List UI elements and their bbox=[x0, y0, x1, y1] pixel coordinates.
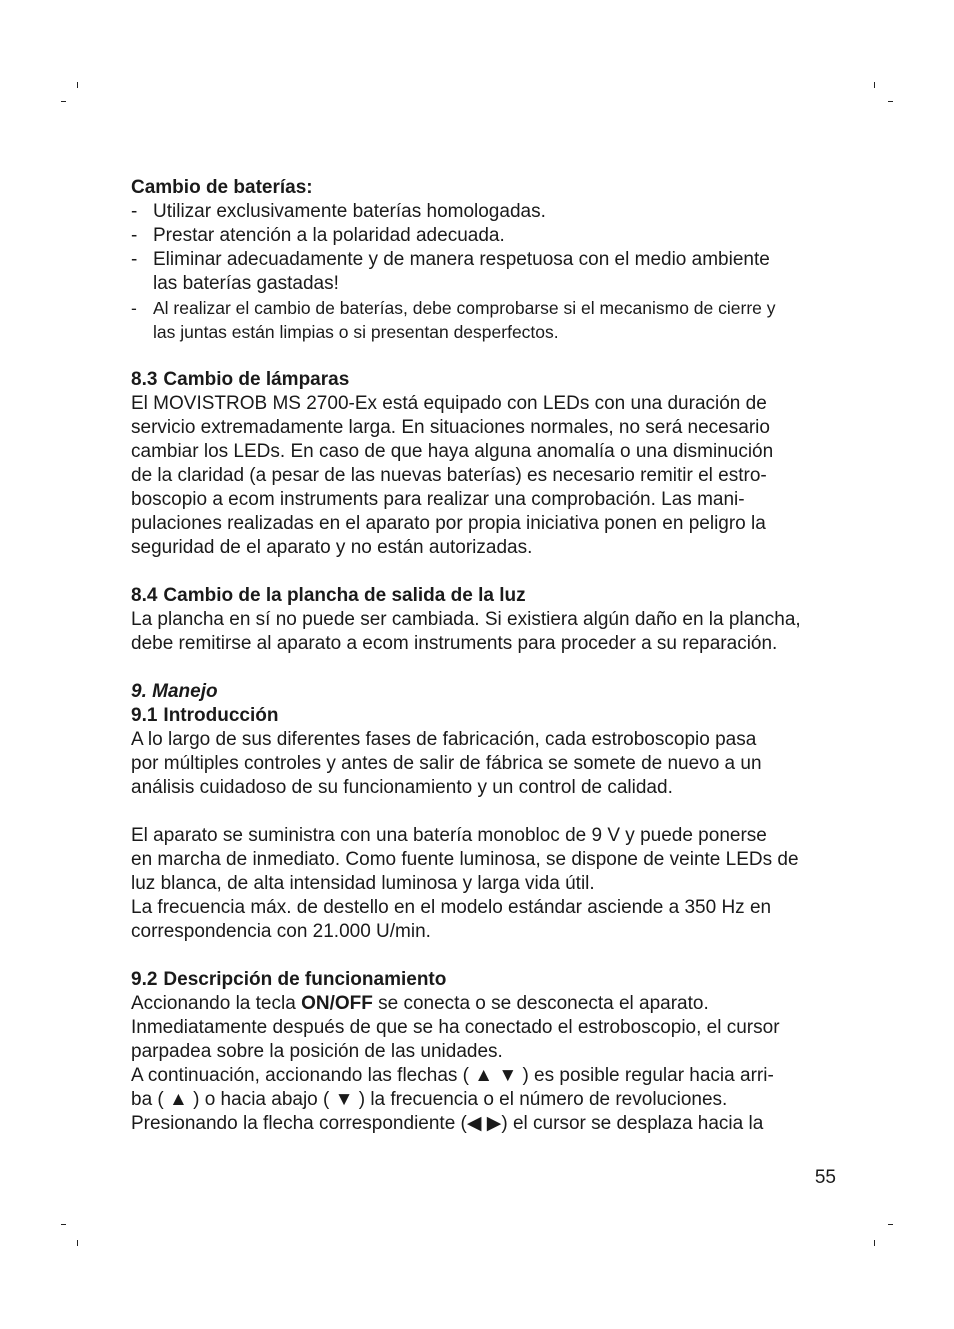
crop-mark bbox=[888, 1224, 893, 1225]
section-heading-8-4: 8.4 Cambio de la plancha de salida de la luz bbox=[131, 585, 526, 606]
paragraph-line: A lo largo de sus diferentes fases de fabricación, cada estroboscopio pasa bbox=[131, 729, 757, 750]
paragraph-line: seguridad de el aparato y no están autorizadas. bbox=[131, 537, 533, 558]
crop-mark bbox=[888, 101, 893, 102]
paragraph-line: boscopio a ecom instruments para realizar una comprobación. Las mani- bbox=[131, 489, 745, 510]
list-item-continuation: las baterías gastadas! bbox=[153, 273, 339, 294]
paragraph-line: ba ( ▲ ) o hacia abajo ( ▼ ) la frecuencia o el número de revoluciones. bbox=[131, 1089, 728, 1110]
paragraph-line: pulaciones realizadas en el aparato por propia iniciativa ponen en peligro la bbox=[131, 513, 766, 534]
section-heading-9-2: 9.2 Descripción de funcionamiento bbox=[131, 969, 447, 990]
section-heading-8-3: 8.3 Cambio de lámparas bbox=[131, 369, 350, 390]
paragraph-line: luz blanca, de alta intensidad luminosa y larga vida útil. bbox=[131, 873, 595, 894]
paragraph-line: análisis cuidadoso de su funcionamiento y un control de calidad. bbox=[131, 777, 673, 798]
crop-mark bbox=[77, 82, 78, 88]
paragraph-line: Inmediatamente después de que se ha conectado el estroboscopio, el cursor bbox=[131, 1017, 780, 1038]
paragraph-line: parpadea sobre la posición de las unidades. bbox=[131, 1041, 503, 1062]
list-item: - Utilizar exclusivamente baterías homologadas. bbox=[131, 201, 546, 222]
paragraph-line: El MOVISTROB MS 2700-Ex está equipado con LEDs con una duración de bbox=[131, 393, 767, 414]
paragraph-line: Accionando la tecla ON/OFF se conecta o se desconecta el aparato. bbox=[131, 993, 709, 1014]
page-number: 55 bbox=[814, 1167, 836, 1188]
paragraph-line: correspondencia con 21.000 U/min. bbox=[131, 921, 431, 942]
crop-mark bbox=[61, 1224, 66, 1225]
crop-mark bbox=[77, 1240, 78, 1246]
on-off-key-label: ON/OFF bbox=[301, 993, 373, 1014]
paragraph-line: cambiar los LEDs. En caso de que haya alguna anomalía o una disminución bbox=[131, 441, 774, 462]
crop-mark bbox=[874, 1240, 875, 1246]
list-item: - Eliminar adecuadamente y de manera respetuosa con el medio ambiente bbox=[131, 249, 770, 270]
chapter-heading: 9. Manejo bbox=[131, 681, 218, 702]
paragraph-line: de la claridad (a pesar de las nuevas baterías) es necesario remitir el estro- bbox=[131, 465, 767, 486]
section-heading-9-1: 9.1 Introducción bbox=[131, 705, 279, 726]
paragraph-line: en marcha de inmediato. Como fuente luminosa, se dispone de veinte LEDs de bbox=[131, 849, 799, 870]
paragraph-line: La plancha en sí no puede ser cambiada. Si existiera algún daño en la plancha, bbox=[131, 609, 801, 630]
crop-mark bbox=[61, 101, 66, 102]
paragraph-line: El aparato se suministra con una batería monobloc de 9 V y puede ponerse bbox=[131, 825, 767, 846]
paragraph-line: Presionando la flecha correspondiente (◀ ▶) el cursor se desplaza hacia la bbox=[131, 1113, 764, 1134]
page-content bbox=[131, 176, 841, 1136]
list-item: - Prestar atención a la polaridad adecuada. bbox=[131, 225, 505, 246]
paragraph-line: servicio extremadamente larga. En situaciones normales, no será necesario bbox=[131, 417, 770, 438]
list-item: - Al realizar el cambio de baterías, debe comprobarse si el mecanismo de cierre y bbox=[131, 298, 776, 318]
paragraph-line: debe remitirse al aparato a ecom instruments para proceder a su reparación. bbox=[131, 633, 778, 654]
paragraph-line: A continuación, accionando las flechas ( ▲ ▼ ) es posible regular hacia arri- bbox=[131, 1065, 774, 1086]
batteries-heading: Cambio de baterías: bbox=[131, 177, 313, 198]
paragraph-line: por múltiples controles y antes de salir de fábrica se somete de nuevo a un bbox=[131, 753, 762, 774]
paragraph-line: La frecuencia máx. de destello en el modelo estándar asciende a 350 Hz en bbox=[131, 897, 772, 918]
list-item-continuation: las juntas están limpias o si presentan desperfectos. bbox=[153, 322, 559, 342]
crop-mark bbox=[874, 82, 875, 88]
